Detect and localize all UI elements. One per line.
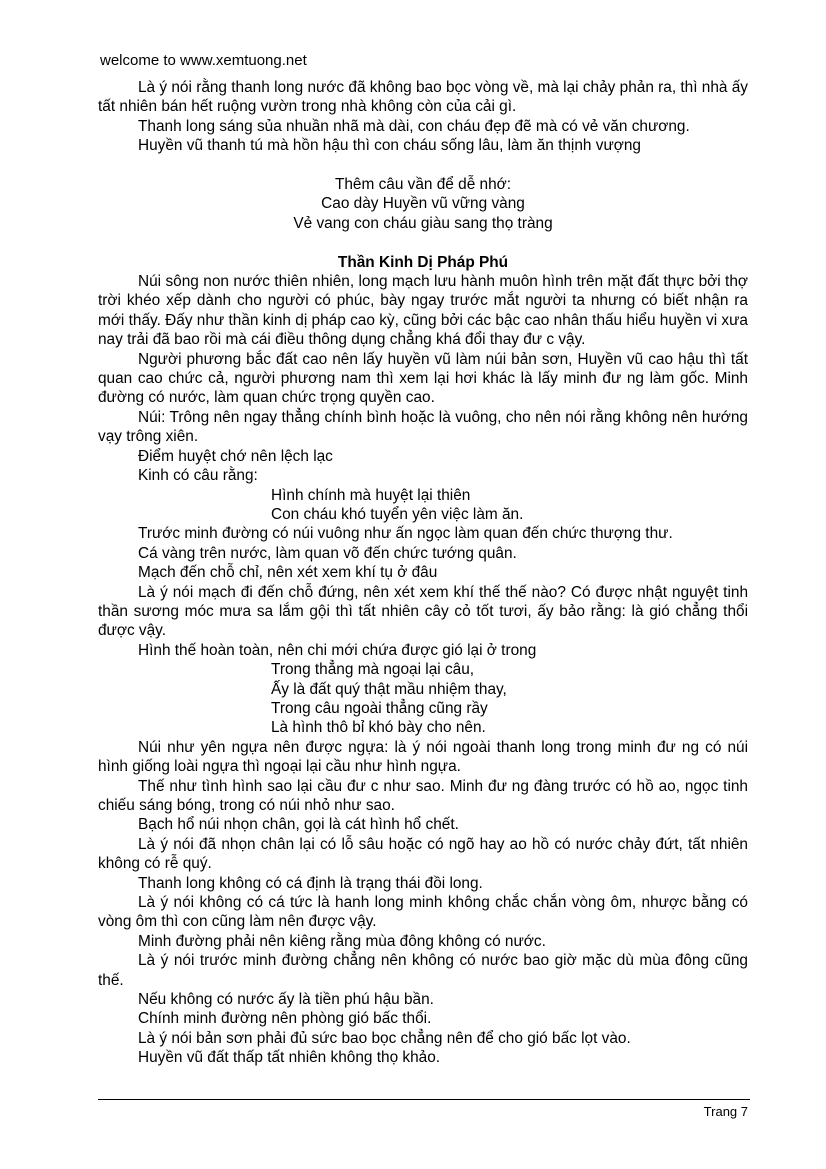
paragraph: Huyền vũ thanh tú mà hồn hậu thì con cháu sống lâu, làm ăn thịnh vượng [138, 137, 641, 155]
document-body [98, 78, 748, 1068]
paragraph: Núi sông non nước thiên nhiên, long mạch lưu hành muôn hình trên mặt đất thực bởi thợ trời khéo xếp dành cho người có phúc, bày ngay trước mắt người ta nhưng có biết nhận ra mới thấy. Đấy như thần kinh dị pháp cao kỳ, cũng bởi các bậc cao nhân thấu hiểu huyền vi xưa nay trải đã bao rồi mà cái điều thông dụng chẳng khá đổi thay đư c vậy. [98, 273, 748, 349]
centered-line: Cao dày Huyền vũ vững vàng [321, 195, 525, 213]
paragraph: Thanh long sáng sủa nhuần nhã mà dài, con cháu đẹp đẽ mà có vẻ văn chương. [138, 117, 690, 135]
paragraph: Núi: Trông nên ngay thẳng chính bình hoặc là vuông, cho nên nói rằng không nên hướng vạy trông xiên. [98, 408, 748, 446]
page-number: Trang 7 [703, 1104, 748, 1119]
site-header: welcome to www.xemtuong.net [100, 52, 307, 69]
paragraph: Là ý nói không có cá tức là hanh long minh không chắc chắn vòng ôm, nhược bằng có vòng ôm thì con cũng làm nên được vậy. [98, 894, 748, 931]
paragraph: Thanh long không có cá định là trạng thái đồi long. [138, 874, 483, 892]
paragraph: Là ý nói đã nhọn chân lại có lỗ sâu hoặc có ngõ hay ao hồ có nước chảy đứt, tất nhiên không có rễ quý. [98, 835, 748, 873]
verse-line: Là hình thô bỉ khó bày cho nên. [271, 719, 486, 737]
spacer [98, 233, 748, 252]
paragraph: Mạch đến chỗ chỉ, nên xét xem khí tụ ở đâu [138, 564, 438, 582]
paragraph: Là ý nói bản sơn phải đủ sức bao bọc chẳng nên để cho gió bấc lọt vào. [138, 1029, 631, 1047]
paragraph: Điểm huyệt chớ nên lệch lạc [138, 447, 333, 465]
centered-line: Thêm câu vần để dễ nhớ: [334, 176, 512, 194]
paragraph: Hình thế hoàn toàn, nên chi mới chứa được gió lại ở trong [138, 641, 537, 659]
paragraph: Kinh có câu rằng: [138, 467, 258, 485]
paragraph: Nếu không có nước ấy là tiền phú hậu bần. [138, 991, 434, 1009]
spacer [98, 156, 748, 175]
paragraph: Núi như yên ngựa nên được ngựa: là ý nói ngoài thanh long trong minh đư ng có núi hình giống loài ngựa thì ngoại lại cầu như hình ngựa. [98, 738, 748, 776]
section-title: Thần Kinh Dị Pháp Phú [337, 253, 509, 271]
paragraph: Là ý nói rằng thanh long nước đã không bao bọc vòng về, mà lại chảy phản ra, thì nhà ấy tất nhiên bán hết ruộng vườn trong nhà không còn của cải gì. [98, 79, 748, 116]
paragraph: Chính minh đường nên phòng gió bấc thổi. [138, 1010, 432, 1028]
paragraph: Huyền vũ đất thấp tất nhiên không thọ khảo. [138, 1049, 441, 1067]
paragraph: Là ý nói trước minh đường chẳng nên không có nước bao giờ mặc dù mùa đông cũng thế. [98, 952, 748, 989]
verse-line: Con cháu khó tuyển yên việc làm ăn. [271, 505, 524, 523]
paragraph: Minh đường phải nên kiêng rằng mùa đông không có nước. [138, 932, 546, 950]
paragraph: Thế như tình hình sao lại cầu đư c như sao. Minh đư ng đàng trước có hồ ao, ngọc tinh chiếu sáng bóng, trong có núi nhỏ như sao. [98, 777, 748, 814]
paragraph: Trước minh đường có núi vuông như ấn ngọc làm quan đến chức thượng thư. [138, 525, 673, 543]
verse-line: Trong câu ngoài thẳng cũng rầy [271, 699, 488, 717]
paragraph: Bạch hổ núi nhọn chân, gọi là cát hình hổ chết. [138, 816, 459, 834]
verse-line: Trong thẳng mà ngoại lại câu, [271, 661, 475, 679]
verse-line: Hình chính mà huyệt lại thiên [271, 486, 471, 504]
centered-line: Vẻ vang con cháu giàu sang thọ tràng [293, 214, 553, 232]
paragraph: Người phương bắc đất cao nên lấy huyền vũ làm núi bản sơn, Huyền vũ cao hậu thì tất quan cao chức cả, người phương nam thì xem lại hơi khác là lấy minh đư ng làm gốc. Minh đường có nước, làm quan chức trọng quyền cao. [98, 350, 748, 407]
paragraph: Cá vàng trên nước, làm quan võ đến chức tướng quân. [138, 544, 517, 562]
footer-divider [98, 1099, 750, 1100]
paragraph: Là ý nói mạch đi đến chỗ đứng, nên xét xem khí thế thế nào? Có được nhật nguyệt tinh thần sương móc mưa sa lắm gội thì tất nhiên cây cỏ tốt tươi, ấy bảo rằng: là gió chẳng thổi được vậy. [98, 583, 748, 640]
verse-line: Ấy là đất quý thật mầu nhiệm thay, [271, 680, 507, 698]
